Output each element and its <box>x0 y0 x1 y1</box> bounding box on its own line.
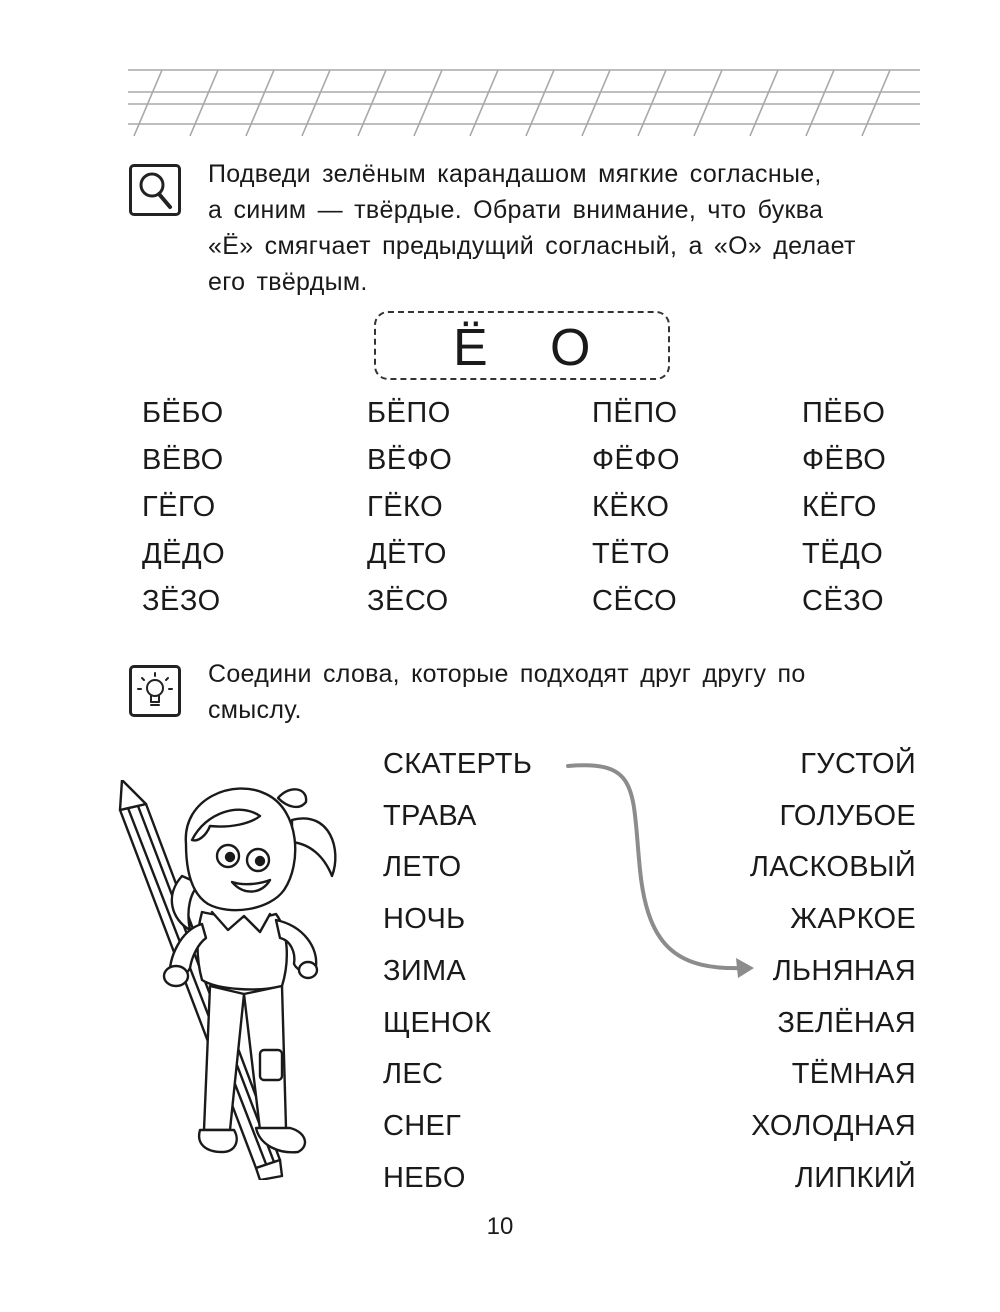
syllable: ФЁВО <box>802 444 887 476</box>
ruling-slant <box>750 70 778 136</box>
task1-instruction <box>208 156 916 300</box>
task2-line: смыслу. <box>208 696 302 724</box>
ruling-slant <box>414 70 442 136</box>
right-word[interactable]: ЖАРКОЕ <box>790 903 916 935</box>
right-word[interactable]: ЗЕЛЁНАЯ <box>777 1007 916 1039</box>
letter-yo: Ё <box>453 319 488 377</box>
right-word[interactable]: ТЁМНАЯ <box>791 1058 916 1090</box>
magnifier-icon <box>129 164 181 216</box>
ruling-slant <box>806 70 834 136</box>
ruling-slant <box>134 70 162 136</box>
left-word[interactable]: СКАТЕРТЬ <box>383 748 533 780</box>
right-word[interactable]: ГУСТОЙ <box>800 748 916 780</box>
ruling-slant <box>470 70 498 136</box>
example-link-arrow <box>560 750 760 990</box>
left-word[interactable]: СНЕГ <box>383 1110 462 1142</box>
syllable: ТЁДО <box>802 538 884 570</box>
left-word[interactable]: НОЧЬ <box>383 903 466 935</box>
ruling-slant <box>302 70 330 136</box>
syllable: ТЁТО <box>592 538 671 570</box>
task1-line: Подведи зелёным карандашом мягкие согласные, <box>208 160 822 188</box>
syllable: БЁБО <box>142 397 224 429</box>
task1-line: «Ё» смягчает предыдущий согласный, а «О» делает <box>208 232 856 260</box>
left-word[interactable]: НЕБО <box>383 1162 466 1194</box>
ruling-slant <box>582 70 610 136</box>
ruling-slant <box>526 70 554 136</box>
syllable: ФЁФО <box>592 444 681 476</box>
syllable: ВЁФО <box>367 444 453 476</box>
ruling-slant <box>246 70 274 136</box>
syllable: БЁПО <box>367 397 451 429</box>
ruling-slant <box>862 70 890 136</box>
lightbulb-icon <box>129 665 181 717</box>
right-word[interactable]: ЛЬНЯНАЯ <box>772 955 916 987</box>
left-word[interactable]: ТРАВА <box>383 800 477 832</box>
syllable: ГЁГО <box>142 491 216 523</box>
syllable: ПЁПО <box>592 397 678 429</box>
ruling-slant <box>694 70 722 136</box>
syllable: КЁГО <box>802 491 877 523</box>
syllable: ВЁВО <box>142 444 224 476</box>
syllable: ЗЁЗО <box>142 585 221 617</box>
ruling-slant <box>358 70 386 136</box>
right-word[interactable]: ГОЛУБОЕ <box>779 800 916 832</box>
right-word[interactable]: ЛИПКИЙ <box>794 1162 916 1194</box>
task2-line: Соедини слова, которые подходят друг другу по <box>208 660 806 688</box>
syllable: ДЁТО <box>367 538 447 570</box>
page-number: 10 <box>486 1213 514 1240</box>
letter-o: О <box>550 319 591 377</box>
syllable: ГЁКО <box>367 491 444 523</box>
girl-with-pencil-illustration <box>110 780 360 1180</box>
syllable: ЗЁСО <box>367 585 449 617</box>
handwriting-ruling <box>0 0 1000 140</box>
syllable: СЁЗО <box>802 585 885 617</box>
left-word[interactable]: ЗИМА <box>383 955 467 987</box>
left-word[interactable]: ЛЕС <box>383 1058 444 1090</box>
syllable: КЁКО <box>592 491 670 523</box>
syllable: СЁСО <box>592 585 678 617</box>
task1-line: его твёрдым. <box>208 268 368 296</box>
ruling-slant <box>638 70 666 136</box>
letters-frame <box>374 311 670 380</box>
syllable: ПЁБО <box>802 397 886 429</box>
left-word[interactable]: ЛЕТО <box>383 851 462 883</box>
task1-line: а синим — твёрдые. Обрати внимание, что буква <box>208 196 824 224</box>
syllable: ДЁДО <box>142 538 226 570</box>
ruling-slant <box>190 70 218 136</box>
right-word[interactable]: ХОЛОДНАЯ <box>751 1110 916 1142</box>
right-word[interactable]: ЛАСКОВЫЙ <box>749 851 916 883</box>
task2-instruction <box>208 656 916 728</box>
left-word[interactable]: ЩЕНОК <box>383 1007 492 1039</box>
